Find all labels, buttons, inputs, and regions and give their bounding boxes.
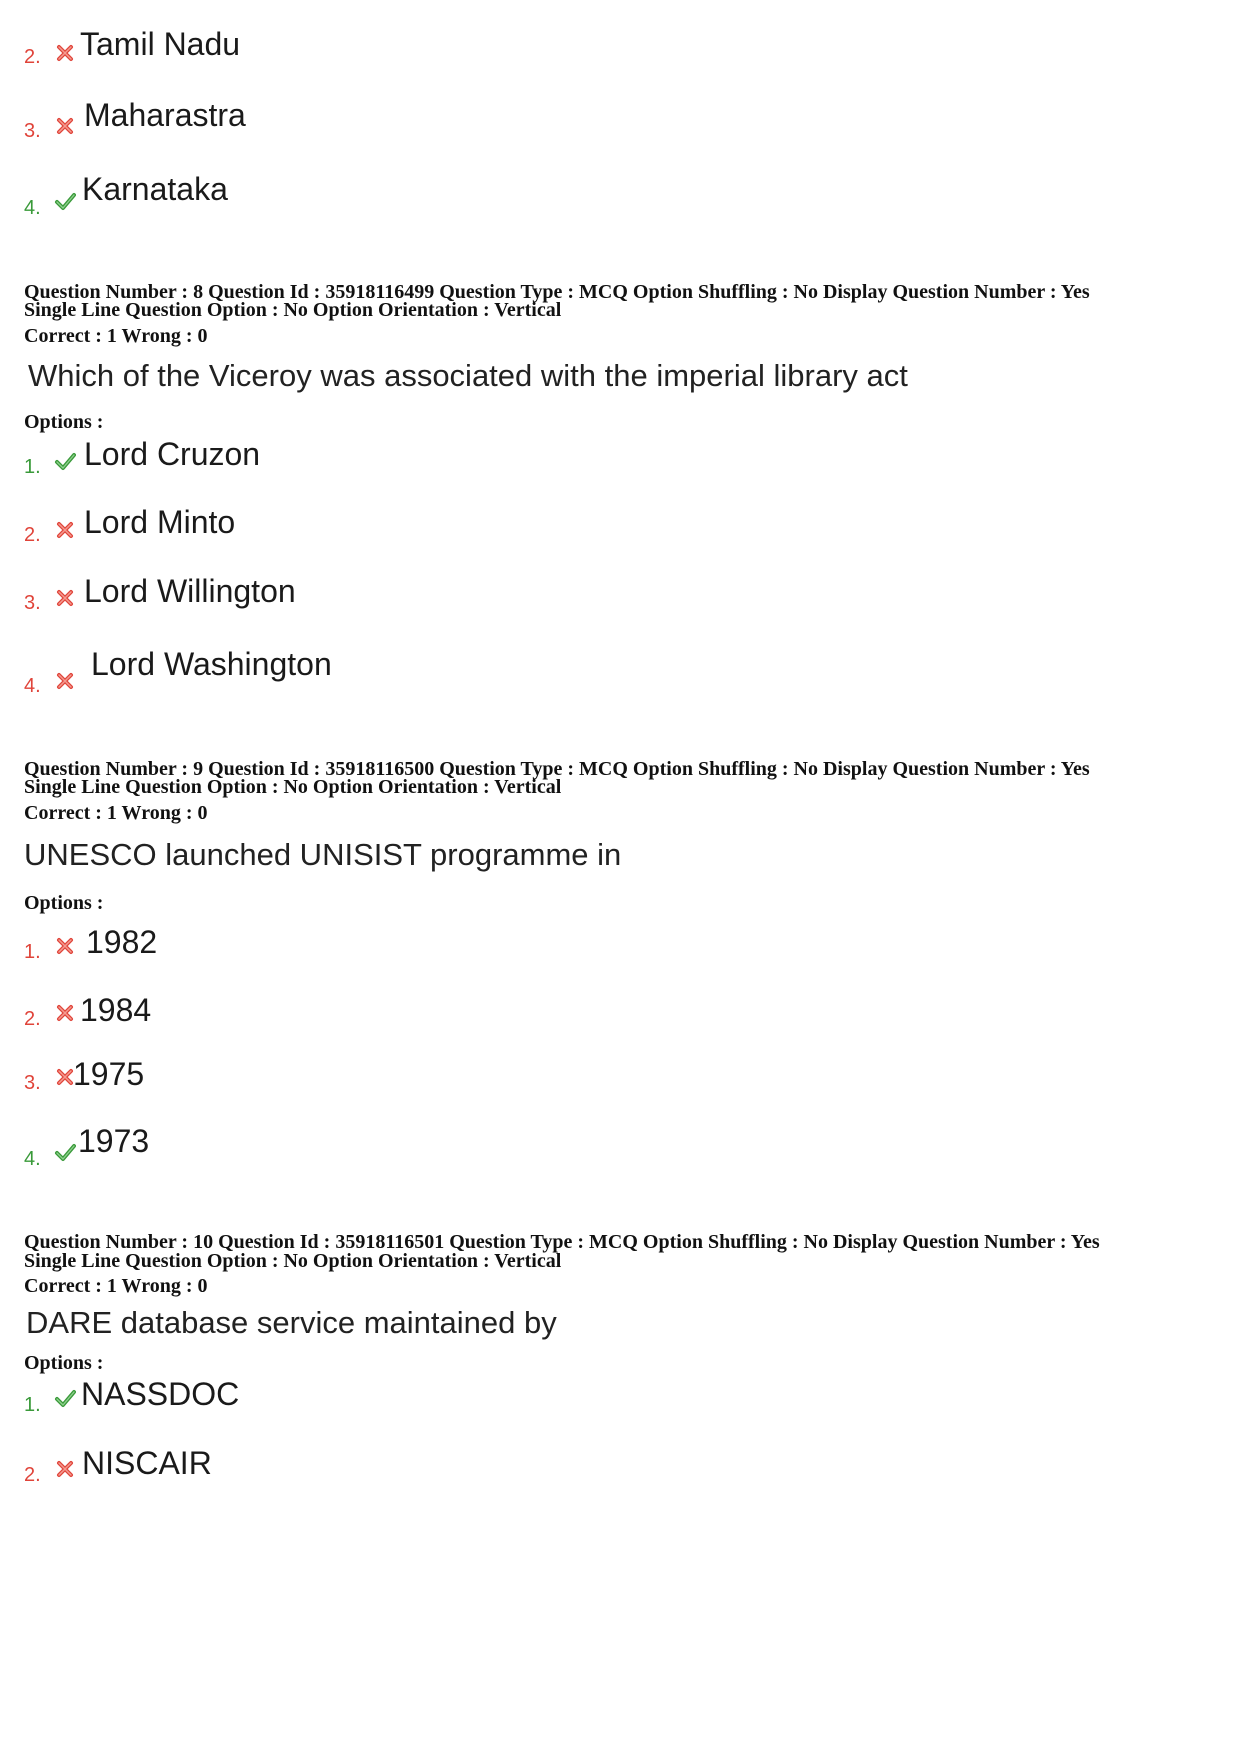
- option-number: 3.: [24, 592, 41, 614]
- option-number: 1.: [24, 941, 41, 963]
- cross-icon: [54, 670, 76, 692]
- cross-icon: [54, 115, 76, 137]
- option-number: 2.: [24, 524, 41, 546]
- option-text: Lord Cruzon: [84, 436, 261, 472]
- option-number: 1.: [24, 1394, 41, 1416]
- option-number: 2.: [24, 1464, 41, 1486]
- option-number: 4.: [24, 675, 41, 697]
- options-label: Options :: [24, 892, 104, 914]
- check-icon: [54, 450, 76, 472]
- cross-icon: [54, 519, 76, 541]
- question-text: Which of the Viceroy was associated with the imperial library act: [28, 358, 908, 393]
- question-meta-line: Question Number : 8 Question Id : 35918116499 Question Type : MCQ Option Shuffling : No Display Question Number : Yes: [24, 281, 1090, 303]
- option-text: Lord Willington: [84, 573, 296, 609]
- question-score-line: Correct : 1 Wrong : 0: [24, 325, 208, 347]
- option-text: 1984: [80, 992, 152, 1028]
- question-meta-line: Single Line Question Option : No Option Orientation : Vertical: [24, 776, 562, 798]
- option-text: Lord Minto: [84, 504, 236, 540]
- check-icon: [54, 190, 76, 212]
- option-text: Lord Washington: [91, 646, 332, 682]
- cross-icon: [54, 42, 76, 64]
- question-meta-line: Question Number : 9 Question Id : 35918116500 Question Type : MCQ Option Shuffling : No Display Question Number : Yes: [24, 758, 1090, 780]
- question-text: DARE database service maintained by: [26, 1305, 557, 1340]
- option-text: NISCAIR: [82, 1445, 212, 1481]
- option-number: 1.: [24, 456, 41, 478]
- question-meta-line: Question Number : 10 Question Id : 35918116501 Question Type : MCQ Option Shuffling : No Display Question Number : Yes: [24, 1231, 1100, 1253]
- check-icon: [54, 1141, 76, 1163]
- option-number: 3.: [24, 1072, 41, 1094]
- option-number: 3.: [24, 120, 41, 142]
- option-number: 2.: [24, 46, 41, 68]
- cross-icon: [54, 1002, 76, 1024]
- question-meta-line: Single Line Question Option : No Option Orientation : Vertical: [24, 1250, 562, 1272]
- option-number: 4.: [24, 1148, 41, 1170]
- options-label: Options :: [24, 1352, 104, 1374]
- options-label: Options :: [24, 411, 104, 433]
- question-text: UNESCO launched UNISIST programme in: [24, 837, 622, 872]
- question-score-line: Correct : 1 Wrong : 0: [24, 802, 208, 824]
- option-number: 2.: [24, 1008, 41, 1030]
- option-text: NASSDOC: [81, 1376, 240, 1412]
- option-text: 1975: [73, 1056, 145, 1092]
- option-text: Tamil Nadu: [80, 26, 241, 62]
- cross-icon: [54, 935, 76, 957]
- cross-icon: [54, 1458, 76, 1480]
- question-meta-line: Single Line Question Option : No Option Orientation : Vertical: [24, 299, 562, 321]
- option-text: 1982: [86, 924, 158, 960]
- option-text: 1973: [78, 1123, 150, 1159]
- cross-icon: [54, 587, 76, 609]
- option-text: Maharastra: [84, 97, 246, 133]
- question-score-line: Correct : 1 Wrong : 0: [24, 1275, 208, 1297]
- check-icon: [54, 1387, 76, 1409]
- option-text: Karnataka: [82, 171, 228, 207]
- option-number: 4.: [24, 197, 41, 219]
